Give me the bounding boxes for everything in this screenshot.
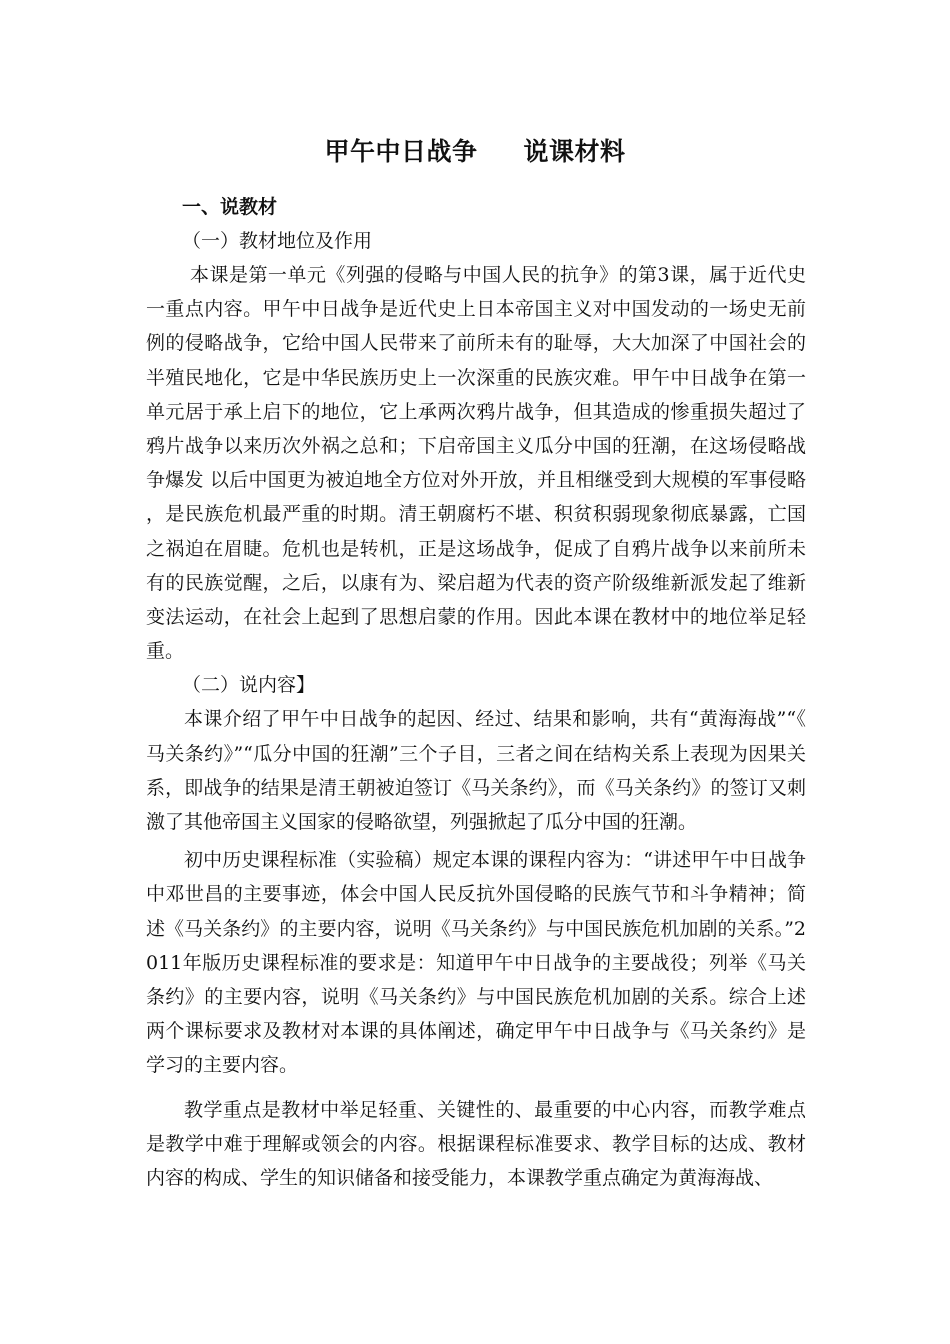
paragraph-content: 本课介绍了甲午中日战争的起因、经过、结果和影响，共有“黄海海战”“《马关条约》”“瓜分中国的狂潮”三个子目，三者之间在结构关系上表现为因果关系，即战争的结果是清王朝被迫签订《马关条约》，而《马关条约》的签订又刺激了其他帝国主义国家的侵略欲望，列强掀起了瓜分中国的狂潮。 — [146, 708, 806, 834]
document-body — [146, 188, 806, 1195]
title-part1: 甲午中日战争 — [324, 137, 478, 166]
subsection-heading-content: （二）说内容】 — [182, 674, 316, 697]
paragraph-curriculum: 初中历史课程标准（实验稿）规定本课的课程内容为：“讲述甲午中日战争中邓世昌的主要事迹，体会中国人民反抗外国侵略的民族气节和斗争精神；简述《马关条约》的主要内容，说明《马关条约》与中国民族危机加剧的关系。”2011年版历史课程标准的要求是：知道甲午中日战争的主要战役；列举《马关条约》的主要内容，说明《马关条约》与中国民族危机加剧的关系。综合上述两个课标要求及教材对本课的具体阐述，确定甲午中日战争与《马关条约》是学习的主要内容。 — [146, 849, 806, 1077]
paragraph-status: 本课是第一单元《列强的侵略与中国人民的抗争》的第3课，属于近代史一重点内容。甲午中日战争是近代史上日本帝国主义对中国发动的一场史无前例的侵略战争，它给中国人民带来了前所未有的耻辱，大大加深了中国社会的半殖民地化，它是中华民族历史上一次深重的民族灾难。甲午中日战争在第一单元居于承上启下的地位，它上承两次鸦片战争，但其造成的惨重损失超过了鸦片战争以来历次外祸之总和；下启帝国主义瓜分中国的狂潮，在这场侵略战争爆发 以后中国更为被迫地全方位对外开放，并且相继受到大规模的军事侵略，是民族危机最严重的时期。清王朝腐朽不堪、积贫积弱现象彻底暴露，亡国之祸迫在眉睫。危机也是转机，正是这场战争，促成了自鸦片战争以来前所未有的民族觉醒，之后，以康有为、梁启超为代表的资产阶级维新派发起了维新变法运动，在社会上起到了思想启蒙的作用。因此本课在教材中的地位举足轻重。 — [146, 264, 806, 663]
spacer — [146, 1083, 806, 1093]
section-heading-textbook: 一、说教材 — [182, 196, 278, 218]
subsection-heading-status: （一）教材地位及作用 — [182, 230, 373, 252]
paragraph-key-points: 教学重点是教材中举足轻重、关键性的、最重要的中心内容，而教学难点是教学中难于理解或领会的内容。根据课程标准要求、教学目标的达成、教材内容的构成、学生的知识储备和接受能力，本课教学重点确定为黄海海战、 — [146, 1098, 806, 1190]
title-part2: 说课材料 — [523, 137, 626, 166]
page-title — [0, 132, 950, 168]
